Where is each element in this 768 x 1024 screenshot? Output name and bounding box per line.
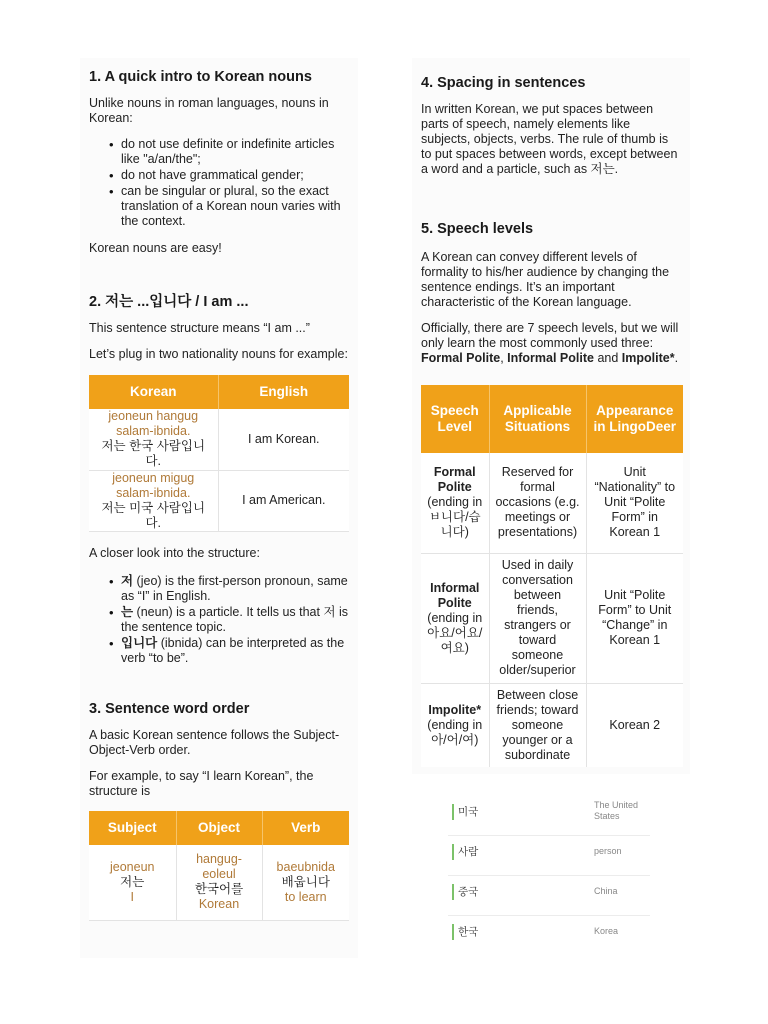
section-4-body: In written Korean, we put spaces between parts of speech, namely elements like subjects, objects, verbs. The rule of thumb is to put spaces between words, except between a word and a particle, such as 저는. (421, 102, 678, 176)
bullet-item: • do not use definite or indefinite articles like "a/an/the"; (111, 137, 349, 167)
vocab-korean: 사람 (458, 846, 479, 858)
vocab-korean: 중국 (458, 886, 479, 898)
table-header: Appearance in LingoDeer (586, 385, 683, 453)
romanization: hangug-eoleul (196, 852, 242, 882)
speech-level-ending: (ending in ㅂ니다/습니다) (427, 495, 483, 540)
bullet-item: • can be singular or plural, so the exact translation of a Korean noun varies with the context. (111, 184, 349, 229)
bullet-item: • 는 (neun) is a particle. It tells us that 저 is the sentence topic. (111, 605, 349, 635)
list-item (448, 840, 650, 880)
korean-word: 배웁니다 (281, 874, 330, 889)
table-header: Speech Level (421, 385, 489, 453)
bullet-item: • 저 (jeo) is the first-person pronoun, same as “I” in English. (111, 574, 349, 604)
section-5-p2: Officially, there are 7 speech levels, but we will only learn the most commonly used three: Formal Polite, Informal Polite and Impolite*. (421, 321, 679, 365)
section-1-intro: Unlike nouns in roman languages, nouns in Korean: (89, 96, 329, 125)
romanization: jeoneun hangug salam-ibnida. (108, 409, 199, 439)
vocab-english: The United States (594, 800, 639, 821)
list-item (448, 920, 650, 960)
table-header: Korean (89, 375, 218, 409)
vocab-english: Korea (594, 926, 619, 936)
section-1-outro: Korean nouns are easy! (89, 241, 222, 255)
english-translation: I am American. (218, 470, 349, 531)
divider (448, 835, 650, 836)
left-column (80, 58, 358, 958)
section-3-title: 3. Sentence word order (89, 700, 250, 717)
lingodeer-appearance: Unit “Nationality” to Unit “Polite Form” in Korean 1 (586, 453, 683, 553)
accent-bar (452, 844, 454, 860)
applicable-situation: Reserved for formal occasions (e.g. meetings or presentations) (489, 453, 586, 553)
table-row (89, 845, 349, 921)
table-row (89, 409, 349, 470)
divider (448, 915, 650, 916)
vocab-korean: 미국 (458, 806, 479, 818)
list-item (448, 800, 650, 840)
applicable-situation: Used in daily conversation between friends, strangers or toward someone older/superior (489, 553, 586, 683)
bullet-item: • do not have grammatical gender; (111, 168, 349, 183)
english-translation: I am Korean. (218, 409, 349, 470)
section-5-title: 5. Speech levels (421, 221, 534, 237)
word-order-table (89, 811, 349, 922)
accent-bar (452, 884, 454, 900)
section-2-bullets (111, 574, 349, 666)
list-item (448, 880, 650, 920)
vocab-korean: 한국 (458, 926, 479, 938)
applicable-situation: Between close friends; toward someone younger or a subordinate (489, 683, 586, 767)
speech-levels-table (421, 385, 683, 767)
english-word: Korean (198, 897, 240, 912)
speech-level-ending: (ending in 아요/어요/여요) (427, 610, 483, 655)
table-header: Object (176, 811, 262, 845)
lingodeer-appearance: Unit “Polite Form” to Unit “Change” in Korean 1 (586, 553, 683, 683)
section-5-p1: A Korean can convey different levels of formality to his/her audience by changing the sentence endings. It’s an important characteristic of the Korean language. (421, 250, 670, 309)
right-column (412, 58, 690, 774)
speech-level-name: Impolite* (428, 702, 482, 717)
bullet-item: • 입니다 (ibnida) can be interpreted as the verb “to be”. (111, 636, 349, 666)
speech-level-name: Formal Polite (433, 465, 476, 495)
english-word: I (130, 889, 134, 904)
table-row (421, 683, 683, 767)
nationality-table (89, 375, 349, 532)
table-header: Applicable Situations (489, 385, 586, 453)
divider (448, 875, 650, 876)
table-header: English (218, 375, 349, 409)
vocab-english: China (594, 886, 618, 896)
section-2-closer: A closer look into the structure: (89, 545, 260, 560)
speech-level-name: Informal Polite (430, 580, 480, 610)
section-3-p2: For example, to say “I learn Korean”, the structure is (89, 768, 314, 798)
section-1-bullets (111, 137, 349, 229)
korean-sentence: 저는 한국 사람입니다. (101, 439, 206, 469)
accent-bar (452, 804, 454, 820)
table-row (421, 453, 683, 553)
table-row (421, 553, 683, 683)
vocabulary-list (448, 800, 650, 960)
section-2-title: 2. 저는 ...입니다 / I am ... (89, 294, 249, 310)
accent-bar (452, 924, 454, 940)
section-1-title: 1. A quick intro to Korean nouns (89, 69, 312, 85)
table-row (89, 470, 349, 531)
korean-sentence: 저는 미국 사람입니다. (101, 500, 206, 530)
section-4-title: 4. Spacing in sentences (421, 75, 586, 91)
lingodeer-appearance: Korean 2 (586, 683, 683, 767)
korean-word: 한국어를 (194, 882, 244, 897)
section-3-p1: A basic Korean sentence follows the Subject-Object-Verb order. (89, 727, 340, 757)
korean-word: 저는 (120, 874, 145, 889)
section-2-p1: This sentence structure means “I am ...” (89, 321, 310, 335)
table-header: Subject (89, 811, 176, 845)
vocab-english: person (594, 846, 622, 856)
section-2-p2: Let’s plug in two nationality nouns for example: (89, 347, 348, 361)
speech-level-ending: (ending in 아/어/여) (427, 717, 483, 747)
romanization: jeoneun migug salam-ibnida. (112, 470, 195, 500)
romanization: jeoneun (110, 859, 155, 874)
romanization: baeubnida (276, 859, 335, 874)
table-header: Verb (262, 811, 349, 845)
english-word: to learn (284, 889, 327, 904)
